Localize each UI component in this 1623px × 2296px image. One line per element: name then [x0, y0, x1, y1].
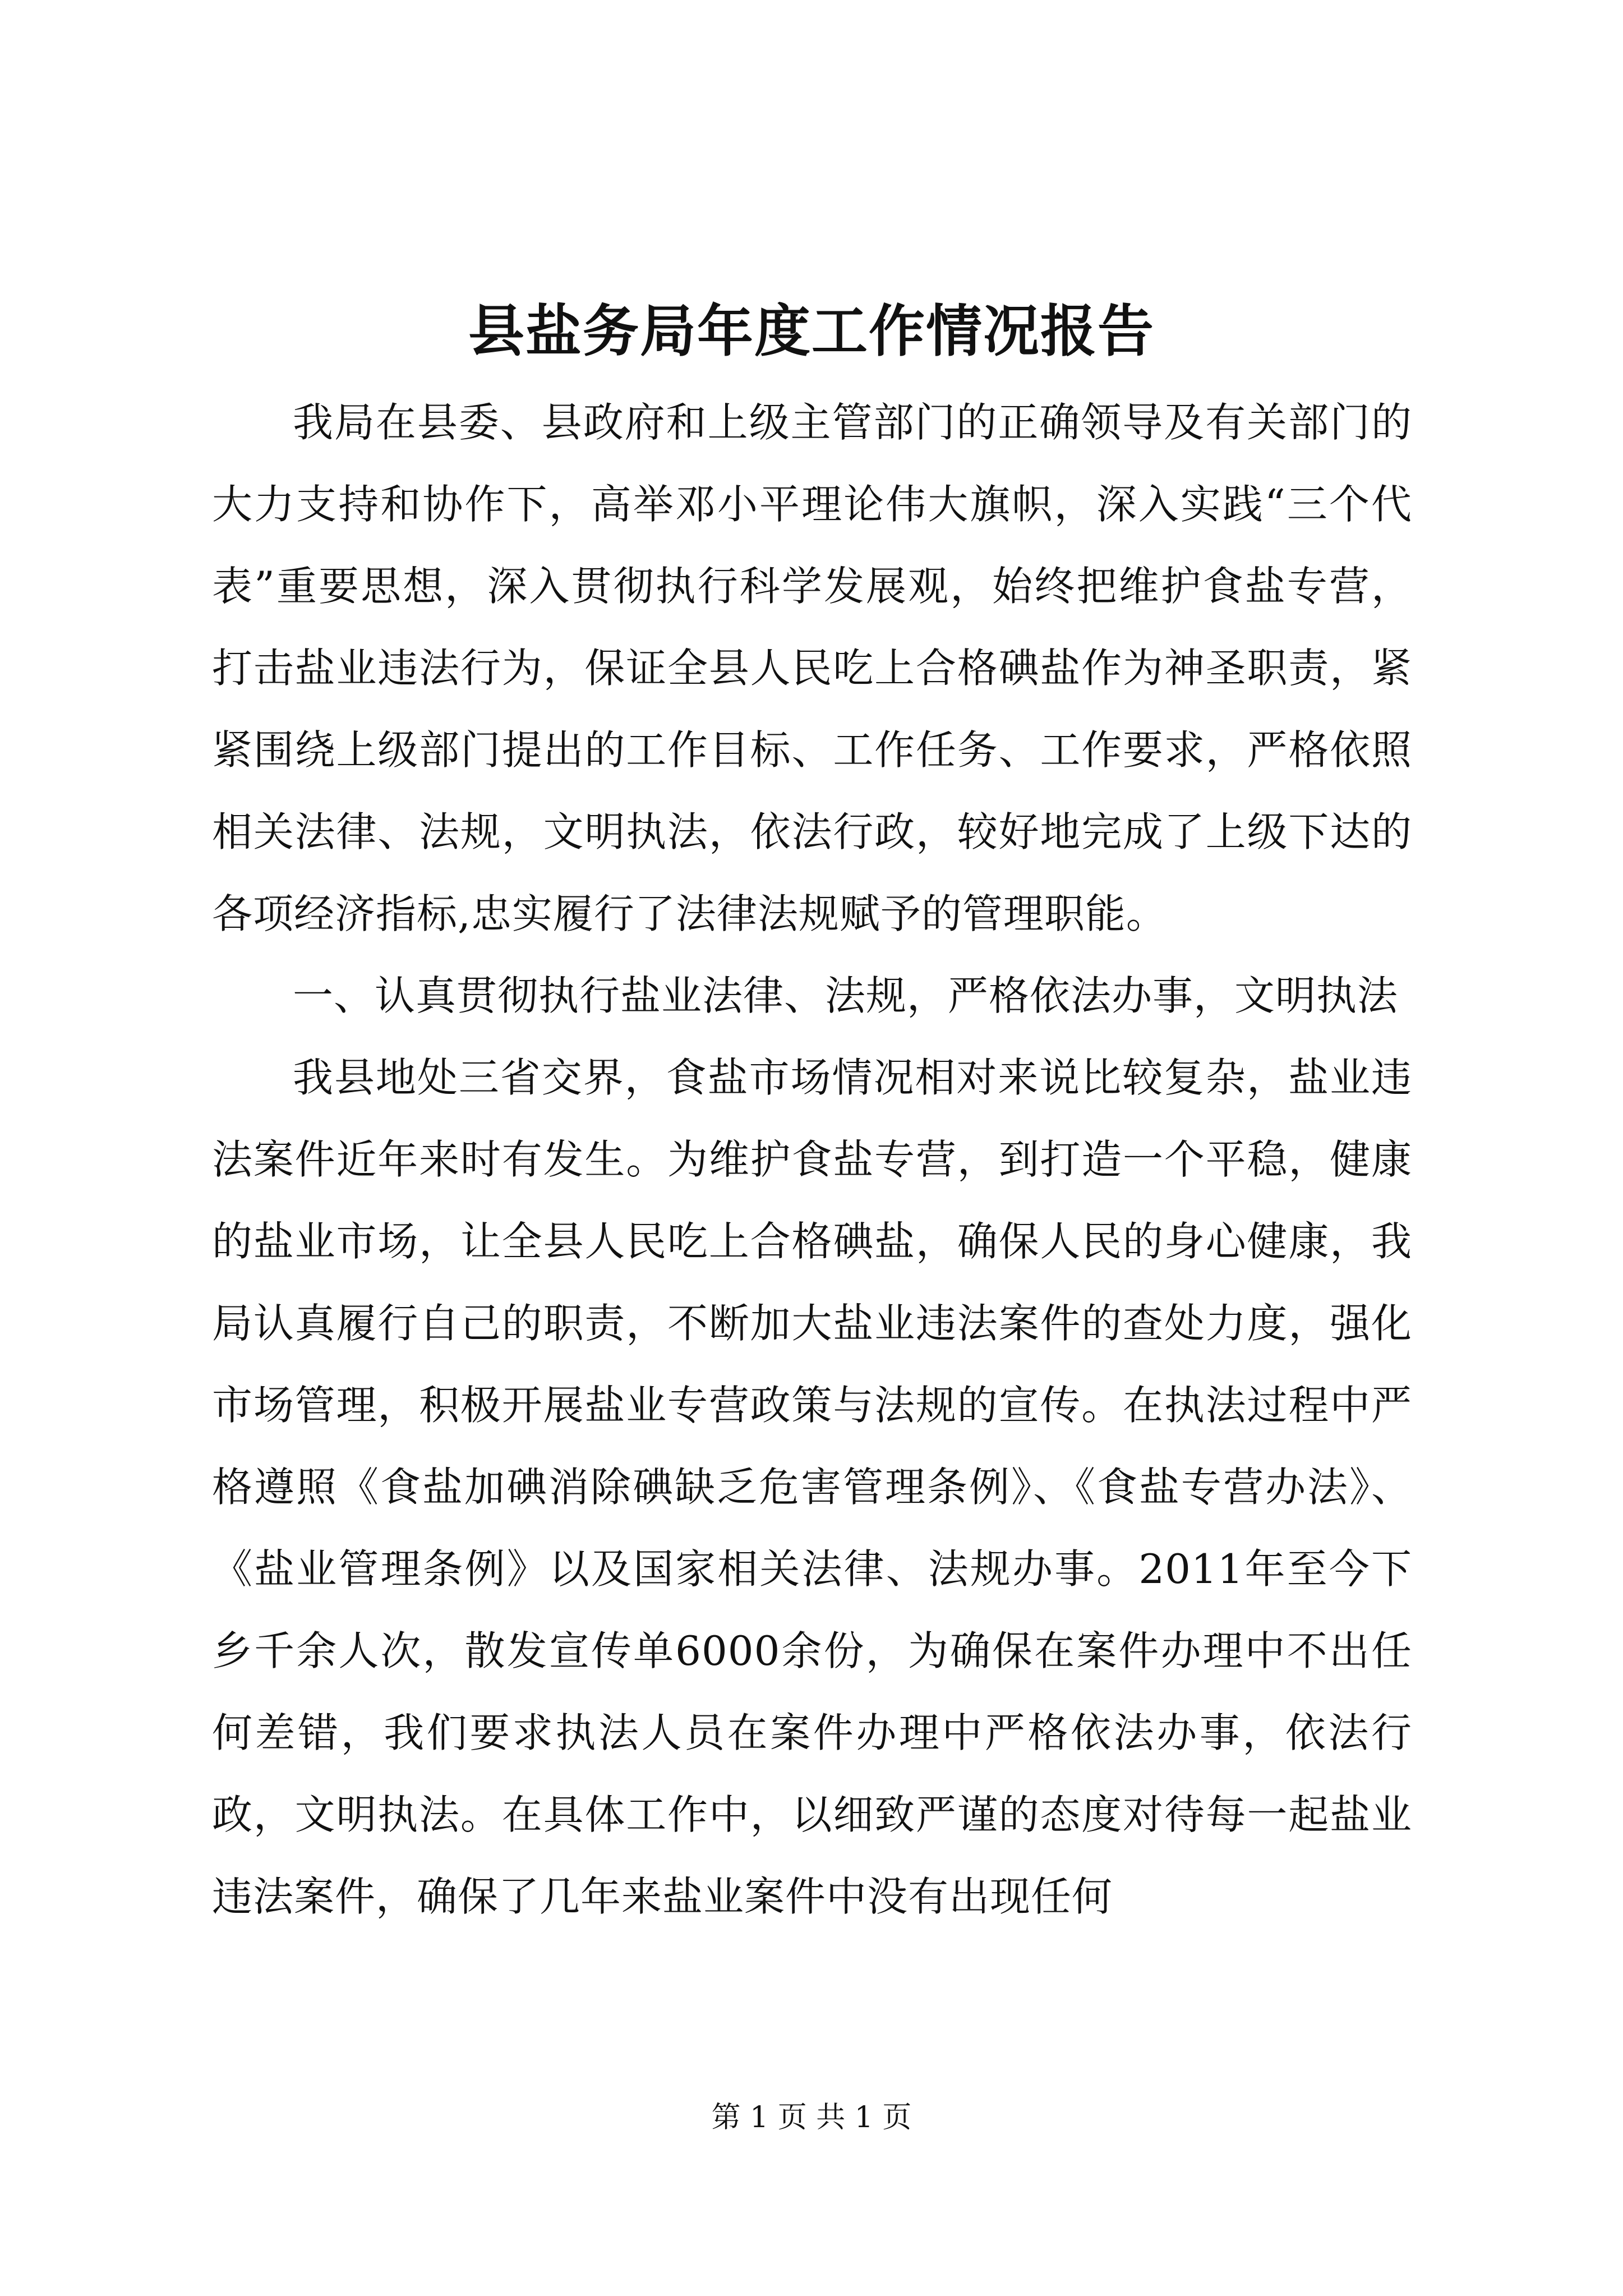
document-body	[212, 381, 1412, 1938]
page-footer: 第 1 页 共 1 页	[711, 2101, 912, 2134]
section-heading-1: 一、认真贯彻执行盐业法律、法规，严格依法办事，文明执法	[293, 972, 1399, 1019]
paragraph-section-1: 我县地处三省交界，食盐市场情况相对来说比较复杂，盐业违法案件近年来时有发生。为维护食盐专营，到打造一个平稳，健康的盐业市场，让全县人民吃上合格碘盐，确保人民的身心健康，我局认真履行自己的职责，不断加大盐业违法案件的查处力度，强化市场管理，积极开展盐业专营政策与法规的宣传。在执法过程中严格遵照《食盐加碘消除碘缺乏危害管理条例》、《食盐专营办法》、《盐业管理条例》以及国家相关法律、法规办事。2011年至今下乡千余人次，散发宣传单6000余份，为确保在案件办理中不出任何差错，我们要求执法人员在案件办理中严格依法办事，依法行政，文明执法。在具体工作中，以细致严谨的态度对待每一起盐业违法案件，确保了几年来盐业案件中没有出现任何	[212, 1054, 1412, 1920]
paragraph-intro: 我局在县委、县政府和上级主管部门的正确领导及有关部门的大力支持和协作下，高举邓小平理论伟大旗帜，深入实践“三个代表”重要思想，深入贯彻执行科学发展观，始终把维护食盐专营，打击盐业违法行为，保证全县人民吃上合格碘盐作为神圣职责，紧紧围绕上级部门提出的工作目标、工作任务、工作要求，严格依照相关法律、法规，文明执法，依法行政，较好地完成了上级下达的各项经济指标,忠实履行了法律法规赋予的管理职能。	[212, 399, 1412, 937]
document-title: 县盐务局年度工作情况报告	[468, 298, 1155, 364]
